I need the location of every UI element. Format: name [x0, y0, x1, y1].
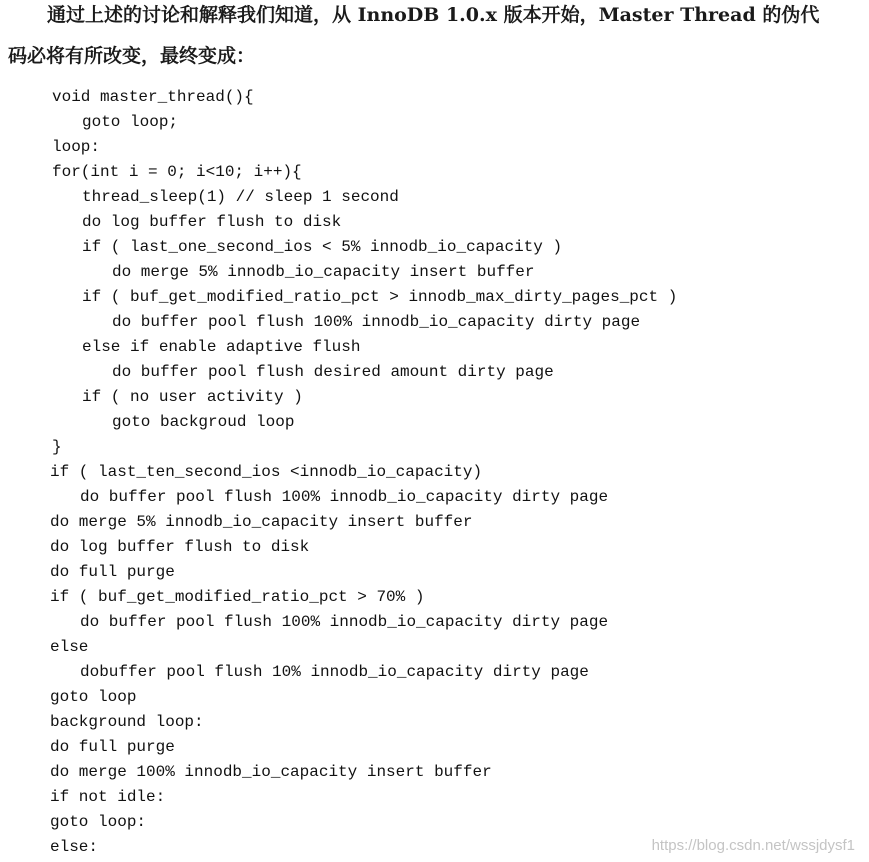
code-line: do buffer pool flush 100% innodb_io_capacity dirty page — [80, 488, 609, 506]
code-line: for(int i = 0; i<10; i++){ — [52, 163, 302, 181]
code-line: if ( last_ten_second_ios <innodb_io_capacity) — [50, 463, 483, 481]
code-line: else: — [50, 838, 99, 856]
code-line: goto loop; — [82, 113, 179, 131]
intro-line-2: 码必将有所改变，最终变成： — [8, 45, 256, 67]
code-line: do merge 5% innodb_io_capacity insert buffer — [50, 513, 473, 531]
code-line: dobuffer pool flush 10% innodb_io_capacity dirty page — [80, 663, 589, 681]
code-line: background loop: — [50, 713, 204, 731]
code-line: } — [52, 438, 62, 456]
code-line: if ( no user activity ) — [82, 388, 303, 406]
code-line: do buffer pool flush desired amount dirty page — [112, 363, 554, 381]
code-line: void master_thread(){ — [52, 88, 254, 106]
code-line: if ( buf_get_modified_ratio_pct > innodb_max_dirty_pages_pct ) — [82, 288, 678, 306]
code-line: do merge 5% innodb_io_capacity insert buffer — [112, 263, 535, 281]
code-line: if ( buf_get_modified_ratio_pct > 70% ) — [50, 588, 425, 606]
code-line: else if enable adaptive flush — [82, 338, 361, 356]
code-line: do full purge — [50, 563, 175, 581]
code-line: do log buffer flush to disk — [50, 538, 310, 556]
code-line: if not idle: — [50, 788, 166, 806]
code-line: do buffer pool flush 100% innodb_io_capacity dirty page — [80, 613, 609, 631]
code-line: do merge 100% innodb_io_capacity insert buffer — [50, 763, 492, 781]
source-watermark: https://blog.csdn.net/wssjdysf1 — [651, 837, 855, 854]
code-line: do buffer pool flush 100% innodb_io_capacity dirty page — [112, 313, 641, 331]
code-line: do log buffer flush to disk — [82, 213, 342, 231]
code-line: goto backgroud loop — [112, 413, 295, 431]
code-line: if ( last_one_second_ios < 5% innodb_io_capacity ) — [82, 238, 563, 256]
code-line: do full purge — [50, 738, 175, 756]
code-line: thread_sleep(1) // sleep 1 second — [82, 188, 399, 206]
code-line: else — [50, 638, 89, 656]
code-line: goto loop: — [50, 813, 147, 831]
intro-line-1: 通过上述的讨论和解释我们知道，从 InnoDB 1.0.x 版本开始，Master Thread 的伪代 — [47, 4, 820, 26]
code-line: loop: — [52, 138, 101, 156]
code-line: goto loop — [50, 688, 137, 706]
